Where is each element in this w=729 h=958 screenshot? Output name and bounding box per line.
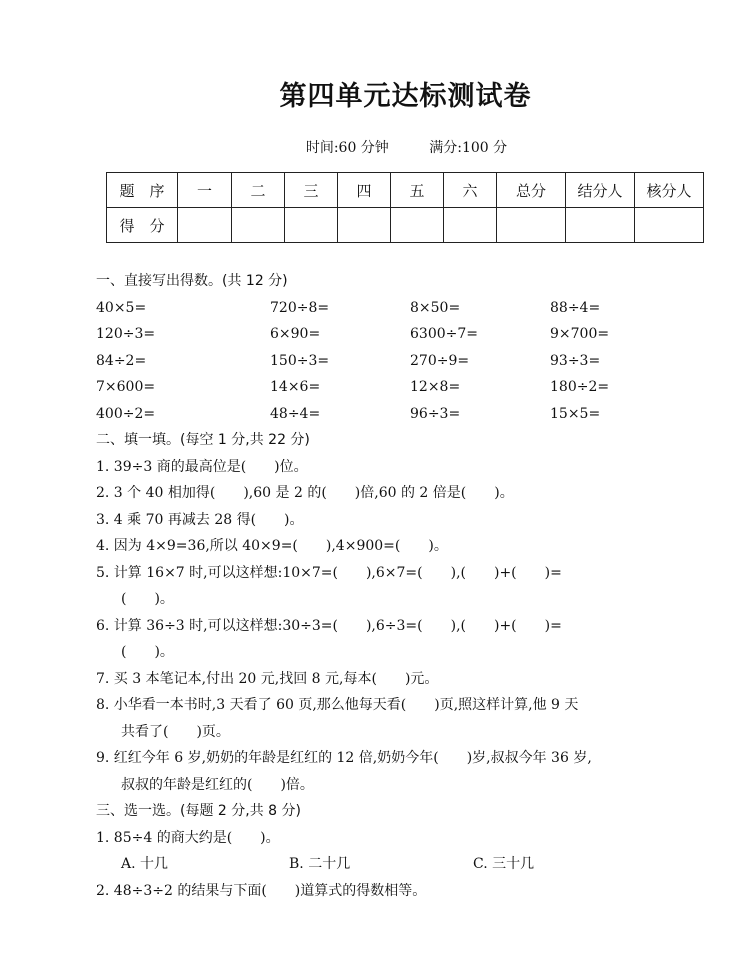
choice-question-1: 1. 85÷4 的商大约是( )。 [96,829,280,846]
score-cell[interactable] [285,208,338,243]
option-b: B. 二十几 [289,856,351,872]
header-cell: 三 [285,173,338,208]
calc-item: 270÷9= [410,352,470,369]
header-cell: 五 [391,173,444,208]
calc-item: 400÷2= [96,405,156,422]
question-8-continued: 共看了( )页。 [121,723,230,740]
option-a: A. 十几 [121,856,169,872]
choice-question-2: 2. 48÷3÷2 的结果与下面( )道算式的得数相等。 [96,882,427,899]
choice-options [96,851,721,878]
score-cell[interactable] [444,208,497,243]
calc-row [96,348,721,375]
calc-item: 93÷3= [550,352,601,369]
page-title: 第四单元达标测试卷 [279,81,532,112]
question-3: 3. 4 乘 70 再减去 28 得( )。 [96,511,304,528]
calc-row [96,295,721,322]
calc-item: 15×5= [550,405,601,422]
calc-item: 720÷8= [270,299,330,316]
calc-item: 6300÷7= [410,326,478,342]
header-cell: 题 序 [107,173,178,208]
exam-content [96,268,721,904]
header-cell: 四 [338,173,391,208]
header-cell: 总分 [497,173,566,208]
score-table [106,172,704,243]
row-label: 得 分 [107,208,178,243]
score-table-header-row [107,173,704,208]
calc-row [96,321,721,348]
question-6-continued: ( )。 [121,644,174,660]
calc-item: 6×90= [270,326,321,342]
question-8: 8. 小华看一本书时,3 天看了 60 页,那么他每天看( )页,照这样计算,他 9 天 [96,697,579,713]
header-cell: 一 [178,173,232,208]
calc-item: 8×50= [410,299,461,316]
calc-item: 84÷2= [96,352,147,369]
score-cell[interactable] [497,208,566,243]
score-cell[interactable] [178,208,232,243]
calc-item: 40×5= [96,299,147,316]
question-1: 1. 39÷3 商的最高位是( )位。 [96,458,308,475]
section-heading: 三、选一选。(每题 2 分,共 8 分) [96,803,301,819]
score-cell[interactable] [566,208,635,243]
full-score: 满分:100 分 [429,140,508,156]
question-7: 7. 买 3 本笔记本,付出 20 元,找回 8 元,每本( )元。 [96,670,439,687]
question-9: 9. 红红今年 6 岁,奶奶的年龄是红红的 12 倍,奶奶今年( )岁,叔叔今年 36 岁, [96,750,592,766]
calc-item: 9×700= [550,326,610,342]
calc-item: 88÷4= [550,299,601,316]
time-limit: 时间:60 分钟 [305,140,389,156]
header-cell: 核分人 [635,173,704,208]
exam-meta [0,137,729,157]
calc-item: 12×8= [410,379,461,395]
calc-item: 150÷3= [270,352,330,369]
score-table-score-row [107,208,704,243]
header-cell: 二 [232,173,285,208]
question-9-continued: 叔叔的年龄是红红的( )倍。 [121,776,314,793]
calc-item: 7×600= [96,379,156,395]
calc-item: 48÷4= [270,405,321,422]
calc-row [96,374,721,401]
question-6: 6. 计算 36÷3 时,可以这样想:30÷3=( ),6÷3=( ),( )+( )= [96,617,562,634]
question-4: 4. 因为 4×9=36,所以 40×9=( ),4×900=( )。 [96,538,448,554]
score-cell[interactable] [391,208,444,243]
section-heading: 二、填一填。(每空 1 分,共 22 分) [96,432,310,448]
calc-row [96,401,721,428]
calc-item: 120÷3= [96,326,156,342]
calc-item: 180÷2= [550,379,610,395]
option-c: C. 三十几 [473,856,535,872]
header-cell: 结分人 [566,173,635,208]
score-cell[interactable] [232,208,285,243]
section-heading: 一、直接写出得数。(共 12 分) [96,273,288,289]
score-cell[interactable] [338,208,391,243]
question-5: 5. 计算 16×7 时,可以这样想:10×7=( ),6×7=( ),( )+( )= [96,564,562,581]
question-2: 2. 3 个 40 相加得( ),60 是 2 的( )倍,60 的 2 倍是( )。 [96,485,514,501]
score-cell[interactable] [635,208,704,243]
header-cell: 六 [444,173,497,208]
calc-item: 14×6= [270,379,321,395]
calc-item: 96÷3= [410,405,461,422]
question-5-continued: ( )。 [121,591,174,607]
